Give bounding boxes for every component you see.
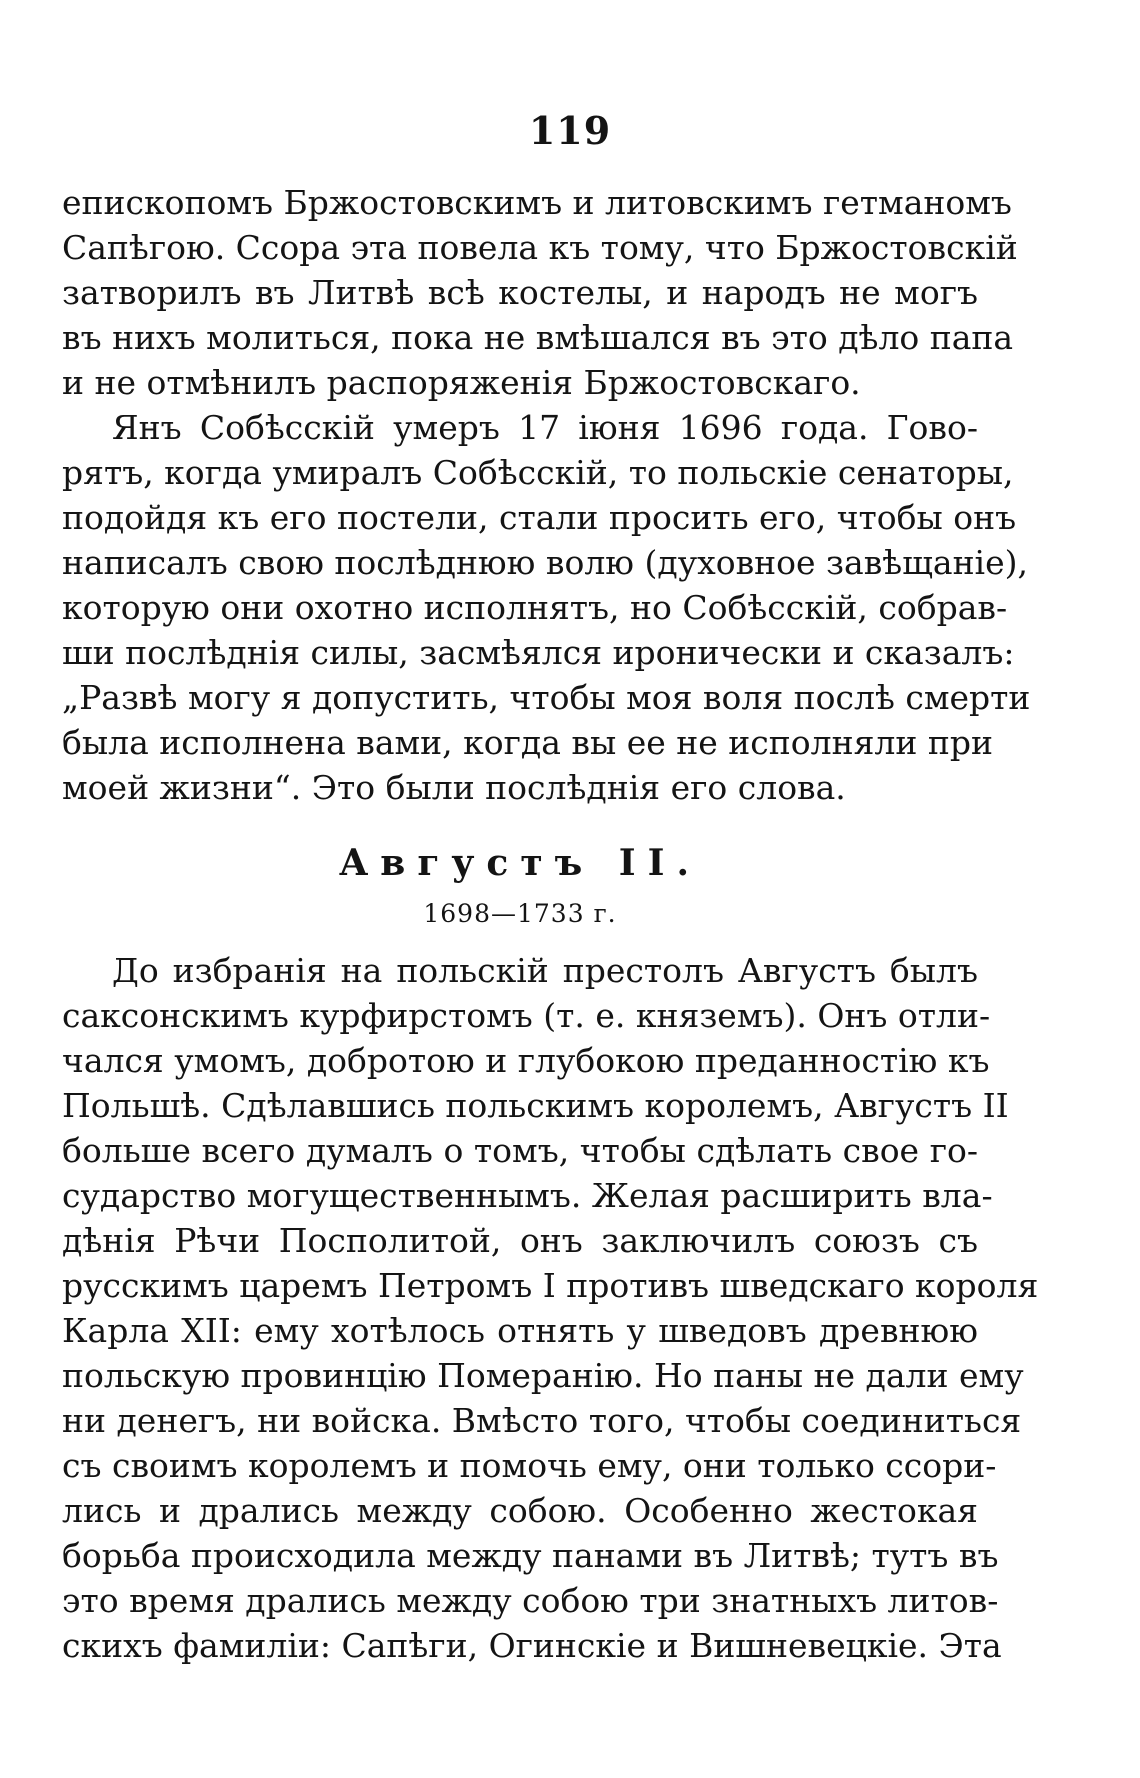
text-line: ши послѣднія силы, засмѣялся иронически и сказалъ: (62, 633, 1015, 672)
text-line: ни денегъ, ни войска. Вмѣсто того, чтобы соединиться (62, 1401, 1022, 1440)
section-heading: Августъ II. (338, 842, 702, 884)
text-line: подойдя къ его постели, стали просить его, чтобы онъ (62, 498, 1017, 537)
text-line: рятъ, когда умиралъ Собѣсскій, то польскіе сенаторы, (62, 453, 1014, 492)
text-line: написалъ свою послѣднюю волю (духовное завѣщаніе), (62, 543, 1029, 582)
text-line: дѣнія Рѣчи Посполитой, онъ заключилъ союзъ съ (62, 1221, 978, 1260)
text-line: Карла XII: ему хотѣлось отнять у шведовъ древнюю (62, 1311, 978, 1350)
text-line: „Развѣ могу я допустить, чтобы моя воля послѣ смерти (62, 678, 1031, 717)
text-line: До избранія на польскій престолъ Августъ былъ (112, 951, 978, 990)
text-line: скихъ фамиліи: Сапѣги, Огинскіе и Вишневецкіе. Эта (62, 1626, 1002, 1665)
page-number: 119 (528, 108, 612, 153)
text-line: лись и дрались между собою. Особенно жестокая (62, 1491, 978, 1530)
text-line: больше всего думалъ о томъ, чтобы сдѣлать свое го- (62, 1131, 978, 1170)
text-line: борьба происходила между панами въ Литвѣ; тутъ въ (62, 1536, 999, 1575)
text-line: чался умомъ, добротою и глубокою преданностію къ (62, 1041, 990, 1080)
text-line: которую они охотно исполнятъ, но Собѣсскій, собрав- (62, 588, 1008, 627)
text-line: саксонскимъ курфирстомъ (т. е. княземъ). Онъ отли- (62, 996, 991, 1035)
text-line: польскую провинцію Померанію. Но паны не дали ему (62, 1356, 1024, 1395)
body-text (62, 180, 1039, 1668)
text-line: съ своимъ королемъ и помочь ему, они только ссори- (62, 1446, 997, 1485)
text-line: Польшѣ. Сдѣлавшись польскимъ королемъ, Августъ II (62, 1086, 1009, 1125)
text-line: моей жизни“. Это были послѣднія его слова. (62, 768, 846, 807)
text-line: Сапѣгою. Ссора эта повела къ тому, что Бржостовскій (62, 228, 1018, 267)
text-line: сударство могущественнымъ. Желая расширить вла- (62, 1176, 993, 1215)
paragraph-1 (62, 180, 1018, 405)
text-line: въ нихъ молиться, пока не вмѣшался въ это дѣло папа (62, 318, 1014, 357)
text-line: Янъ Собѣсскій умеръ 17 іюня 1696 года. Гово- (112, 408, 978, 447)
text-line: епископомъ Бржостовскимъ и литовскимъ гетманомъ (62, 183, 1012, 222)
text-line: затворилъ въ Литвѣ всѣ костелы, и народъ не могъ (62, 273, 978, 312)
paragraph-2 (62, 405, 1031, 810)
paragraph-3 (62, 948, 1039, 1668)
section-years: 1698—1733 г. (423, 899, 617, 928)
text-line: это время дрались между собою три знатныхъ литов- (62, 1581, 999, 1620)
text-line: русскимъ царемъ Петромъ I противъ шведскаго короля (62, 1266, 1039, 1305)
text-line: и не отмѣнилъ распоряженія Бржостовскаго. (62, 363, 861, 402)
text-line: была исполнена вами, когда вы ее не исполняли при (62, 723, 993, 762)
